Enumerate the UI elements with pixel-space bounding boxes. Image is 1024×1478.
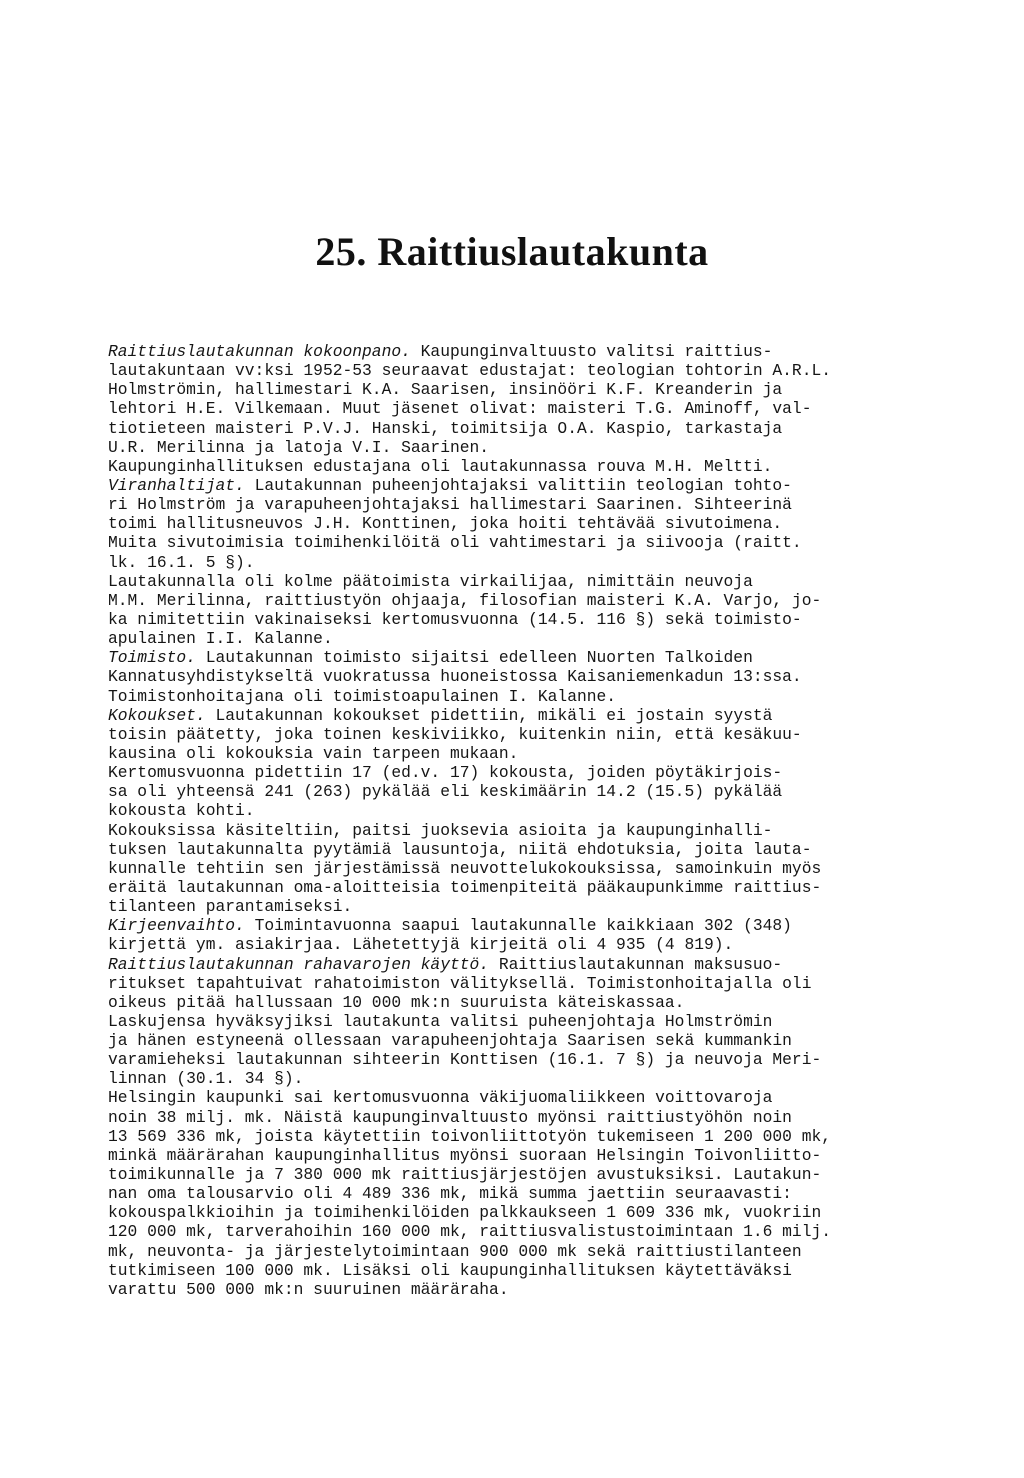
text-line bbox=[108, 782, 988, 801]
text-line bbox=[108, 553, 988, 572]
text-line bbox=[108, 1069, 988, 1088]
text-line bbox=[108, 706, 988, 725]
line-text: kokousta kohti. bbox=[108, 801, 255, 821]
line-text: sa oli yhteensä 241 (263) pykälää eli keskimäärin 14.2 (15.5) pykälää bbox=[108, 782, 783, 802]
line-text: Kannatusyhdistykseltä vuokratussa huoneistossa Kaisaniemenkadun 13:ssa. bbox=[108, 667, 802, 687]
line-text: Kaupunginhallituksen edustajana oli lautakunnassa rouva M.H. Meltti. bbox=[108, 456, 773, 476]
text-line bbox=[108, 610, 988, 629]
section-heading: Kokoukset. bbox=[108, 705, 206, 725]
line-text: toimi hallitusneuvos J.H. Konttinen, joka hoiti tehtävää sivutoimena. bbox=[108, 514, 783, 534]
text-line bbox=[108, 1088, 988, 1107]
text-line bbox=[108, 840, 988, 859]
line-text: M.M. Merilinna, raittiustyön ohjaaja, filosofian maisteri K.A. Varjo, jo- bbox=[108, 590, 822, 610]
line-text: minkä määrärahan kaupunginhallitus myönsi suoraan Helsingin Toivonliitto- bbox=[108, 1145, 822, 1165]
text-line bbox=[108, 1165, 988, 1184]
text-line bbox=[108, 897, 988, 916]
line-text: Lautakunnan kokoukset pidettiin, mikäli ei jostain syystä bbox=[205, 705, 773, 725]
text-line bbox=[108, 476, 988, 495]
text-line bbox=[108, 744, 988, 763]
text-line bbox=[108, 801, 988, 820]
text-line bbox=[108, 878, 988, 897]
section-heading: Viranhaltijat. bbox=[108, 475, 245, 495]
text-line bbox=[108, 1261, 988, 1280]
line-text: linnan (30.1. 34 §). bbox=[108, 1069, 304, 1089]
text-line bbox=[108, 1050, 988, 1069]
text-line bbox=[108, 1031, 988, 1050]
line-text: nan oma talousarvio oli 4 489 336 mk, mikä summa jaettiin seuraavasti: bbox=[108, 1184, 792, 1204]
text-line bbox=[108, 955, 988, 974]
text-line bbox=[108, 1280, 988, 1299]
line-text: lehtori H.E. Vilkemaan. Muut jäsenet olivat: maisteri T.G. Aminoff, val- bbox=[108, 399, 812, 419]
line-text: 120 000 mk, tarverahoihin 160 000 mk, raittiusvalistustoimintaan 1.6 milj. bbox=[108, 1222, 832, 1242]
line-text: ritukset tapahtuivat rahatoimiston välityksellä. Toimistonhoitajalla oli bbox=[108, 973, 812, 993]
text-line bbox=[108, 1146, 988, 1165]
text-line bbox=[108, 514, 988, 533]
line-text: tiotieteen maisteri P.V.J. Hanski, toimitsija O.A. Kaspio, tarkastaja bbox=[108, 418, 783, 438]
page-title: 25. Raittiuslautakunta bbox=[315, 229, 709, 274]
line-text: varattu 500 000 mk:n suuruinen määräraha. bbox=[108, 1279, 509, 1299]
text-line bbox=[108, 591, 988, 610]
text-line bbox=[108, 1222, 988, 1241]
text-line bbox=[108, 1012, 988, 1031]
text-line bbox=[108, 935, 988, 954]
line-text: lk. 16.1. 5 §). bbox=[108, 552, 255, 572]
text-line bbox=[108, 457, 988, 476]
section-heading: Raittiuslautakunnan kokoonpano. bbox=[108, 342, 411, 361]
text-line bbox=[108, 533, 988, 552]
text-line bbox=[108, 1127, 988, 1146]
line-text: ri Holmström ja varapuheenjohtajaksi hallimestari Saarinen. Sihteerinä bbox=[108, 495, 792, 515]
text-line bbox=[108, 1203, 988, 1222]
text-line bbox=[108, 821, 988, 840]
line-text: Lautakunnan puheenjohtajaksi valittiin teologian tohto- bbox=[244, 475, 792, 495]
line-text: Toimistonhoitajana oli toimistoapulainen I. Kalanne. bbox=[108, 686, 617, 706]
line-text: apulainen I.I. Kalanne. bbox=[108, 629, 333, 649]
text-line bbox=[108, 763, 988, 782]
line-text: Muita sivutoimisia toimihenkilöitä oli vahtimestari ja siivooja (raitt. bbox=[108, 533, 802, 553]
text-line bbox=[108, 974, 988, 993]
line-text: Laskujensa hyväksyjiksi lautakunta valitsi puheenjohtaja Holmströmin bbox=[108, 1011, 773, 1031]
line-text: Toimintavuonna saapui lautakunnalle kaikkiaan 302 (348) bbox=[244, 916, 792, 936]
line-text: Holmströmin, hallimestari K.A. Saarisen, insinööri K.F. Kreanderin ja bbox=[108, 380, 783, 400]
text-line bbox=[108, 361, 988, 380]
text-line bbox=[108, 399, 988, 418]
line-text: kunnalle tehtiin sen järjestämissä neuvottelukokouksissa, samoinkuin myös bbox=[108, 858, 822, 878]
text-line bbox=[108, 993, 988, 1012]
line-text: 13 569 336 mk, joista käytettiin toivonliittotyön tukemiseen 1 200 000 mk, bbox=[108, 1126, 832, 1146]
line-text: toimikunnalle ja 7 380 000 mk raittiusjärjestöjen avustuksiksi. Lautakun- bbox=[108, 1165, 822, 1185]
text-line bbox=[108, 342, 988, 361]
line-text: tuksen lautakunnalta pyytämiä lausuntoja, niitä ehdotuksia, joita lauta- bbox=[108, 839, 812, 859]
line-text: oikeus pitää hallussaan 10 000 mk:n suuruista käteiskassaa. bbox=[108, 992, 685, 1012]
text-line bbox=[108, 629, 988, 648]
line-text: tilanteen parantamiseksi. bbox=[108, 897, 353, 917]
line-text: ka nimitettiin vakinaiseksi kertomusvuonna (14.5. 116 §) sekä toimisto- bbox=[108, 609, 802, 629]
text-line bbox=[108, 419, 988, 438]
section-heading: Kirjeenvaihto. bbox=[108, 916, 245, 936]
line-text: Raittiuslautakunnan maksusuo- bbox=[489, 954, 783, 974]
line-text: Lautakunnalla oli kolme päätoimista virkailijaa, nimittäin neuvoja bbox=[108, 571, 753, 591]
text-line bbox=[108, 1242, 988, 1261]
line-text: kausina oli kokouksia vain tarpeen mukaan. bbox=[108, 743, 519, 763]
line-text: noin 38 milj. mk. Näistä kaupunginvaltuusto myönsi raittiustyöhön noin bbox=[108, 1107, 792, 1127]
text-line bbox=[108, 380, 988, 399]
text-line bbox=[108, 859, 988, 878]
text-line bbox=[108, 1108, 988, 1127]
line-text: Lautakunnan toimisto sijaitsi edelleen Nuorten Talkoiden bbox=[195, 648, 753, 668]
text-line bbox=[108, 667, 988, 686]
line-text: mk, neuvonta- ja järjestelytoimintaan 900 000 mk sekä raittiustilanteen bbox=[108, 1241, 802, 1261]
text-line bbox=[108, 572, 988, 591]
line-text: Kertomusvuonna pidettiin 17 (ed.v. 17) kokousta, joiden pöytäkirjois- bbox=[108, 763, 783, 783]
section-heading: Raittiuslautakunnan rahavarojen käyttö. bbox=[108, 954, 490, 974]
line-text: toisin päätetty, joka toinen keskiviikko, kuitenkin niin, että kesäkuu- bbox=[108, 724, 802, 744]
section-heading: Toimisto. bbox=[108, 648, 196, 668]
line-text: kokouspalkkioihin ja toimihenkilöiden palkkaukseen 1 609 336 mk, vuokriin bbox=[108, 1203, 822, 1223]
text-line bbox=[108, 916, 988, 935]
text-line bbox=[108, 687, 988, 706]
line-text: U.R. Merilinna ja latoja V.I. Saarinen. bbox=[108, 437, 490, 457]
body-text bbox=[108, 342, 988, 1299]
line-text: eräitä lautakunnan oma-aloitteisia toimenpiteitä pääkaupunkimme raittius- bbox=[108, 877, 822, 897]
line-text: tutkimiseen 100 000 mk. Lisäksi oli kaupunginhallituksen käytettäväksi bbox=[108, 1260, 792, 1280]
line-text: lautakuntaan vv:ksi 1952-53 seuraavat edustajat: teologian tohtorin A.R.L. bbox=[108, 361, 832, 381]
text-line bbox=[108, 438, 988, 457]
text-line bbox=[108, 725, 988, 744]
text-line bbox=[108, 648, 988, 667]
line-text: ja hänen estyneenä ollessaan varapuheenjohtaja Saarisen sekä kummankin bbox=[108, 1031, 792, 1051]
line-text: kirjettä ym. asiakirjaa. Lähetettyjä kirjeitä oli 4 935 (4 819). bbox=[108, 935, 734, 955]
line-text: Kaupunginvaltuusto valitsi raittius- bbox=[410, 342, 773, 361]
text-line bbox=[108, 1184, 988, 1203]
line-text: Kokouksissa käsiteltiin, paitsi juoksevia asioita ja kaupunginhalli- bbox=[108, 820, 773, 840]
line-text: varamieheksi lautakunnan sihteerin Konttisen (16.1. 7 §) ja neuvoja Meri- bbox=[108, 1050, 822, 1070]
line-text: Helsingin kaupunki sai kertomusvuonna väkijuomaliikkeen voittovaroja bbox=[108, 1088, 773, 1108]
text-line bbox=[108, 495, 988, 514]
